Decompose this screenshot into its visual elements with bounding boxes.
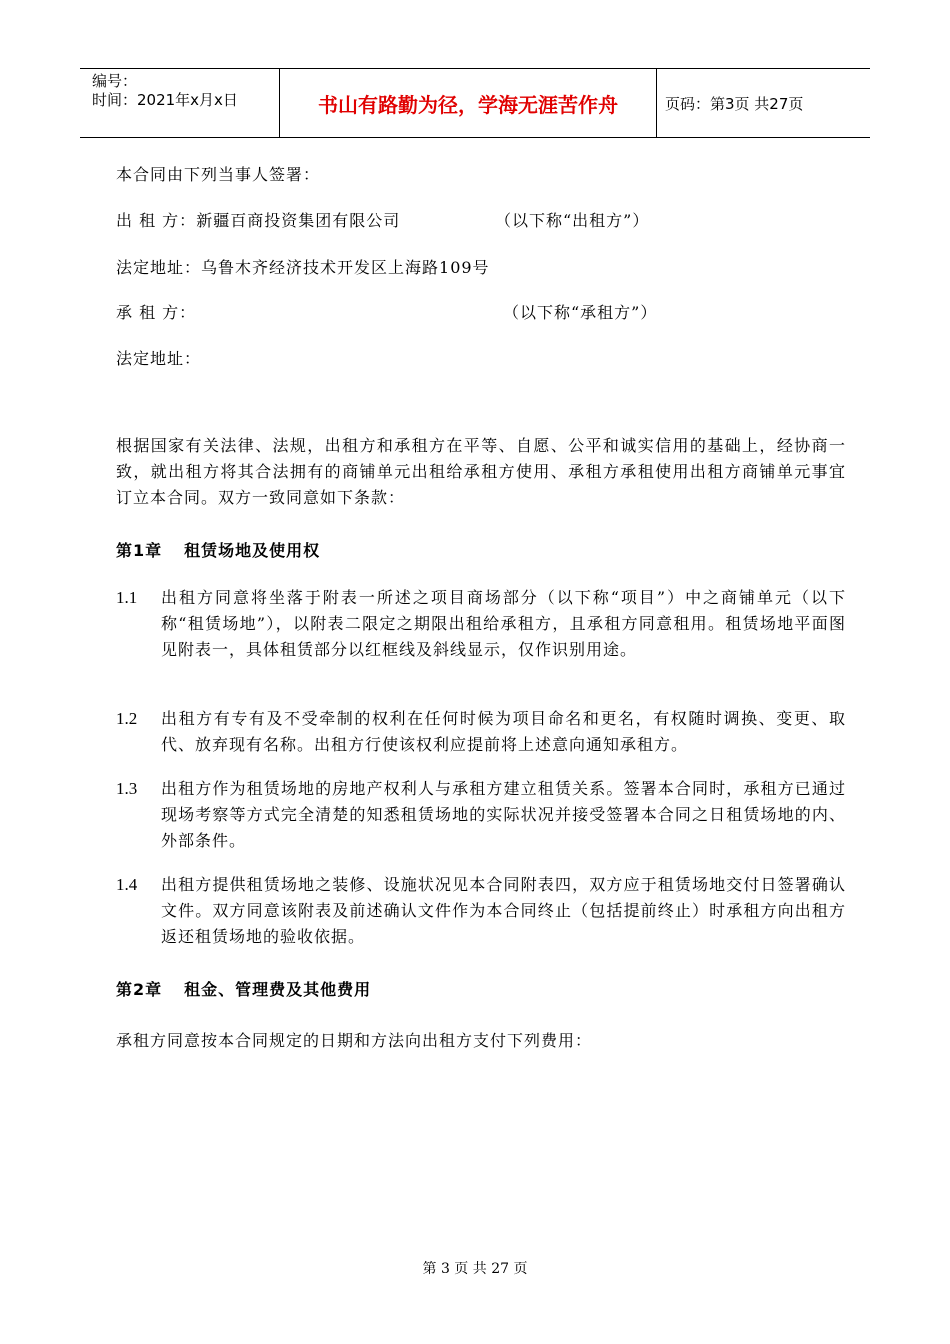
lessor-address-label: 法定地址： <box>116 258 202 277</box>
lessor-row <box>116 208 400 231</box>
clause-1-1 <box>116 585 846 663</box>
header-meta <box>80 69 280 137</box>
clause-1-4 <box>116 872 846 950</box>
clause-text: 出租方提供租赁场地之装修、设施状况见本合同附表四，双方应于租赁场地交付日签署确认文件。双方同意该附表及前述确认文件作为本合同终止（包括提前终止）时承租方向出租方返还租赁场地的验收依据。 <box>161 875 846 946</box>
clause-number: 1.2 <box>116 709 138 728</box>
lessor-address-row <box>116 255 490 278</box>
clause-text: 出租方有专有及不受牵制的权利在任何时候为项目命名和更名，有权随时调换、变更、取代、放弃现有名称。出租方行使该权利应提前将上述意向通知承租方。 <box>161 709 846 754</box>
page-footer: 第 3 页 共 27 页 <box>422 1261 528 1277</box>
clause-text: 出租方同意将坐落于附表一所述之项目商场部分（以下称“项目”）中之商铺单元（以下称“租赁场地”），以附表二限定之期限出租给承租方，且承租方同意租用。租赁场地平面图见附表一，具体租赁部分以红框线及斜线显示，仅作识别用途。 <box>161 588 846 659</box>
lessor-address: 乌鲁木齐经济技术开发区上海路109号 <box>201 258 490 277</box>
lessor-label: 出 租 方： <box>116 211 197 230</box>
clause-number: 1.1 <box>116 588 138 607</box>
lessee-address-label: 法定地址： <box>116 349 202 368</box>
document-number-label: 编号： <box>92 72 138 90</box>
chapter-1-heading <box>116 538 320 561</box>
chapter-2-intro: 承租方同意按本合同规定的日期和方法向出租方支付下列费用： <box>116 1031 593 1050</box>
lessor-alias: （以下称“出租方”） <box>495 211 650 230</box>
chapter-2-title: 租金、管理费及其他费用 <box>184 980 372 999</box>
lessee-label: 承 租 方： <box>116 303 197 322</box>
clause-number: 1.4 <box>116 875 138 894</box>
header-page-info: 页码：第3页 共27页 <box>665 94 804 113</box>
chapter-1-title: 租赁场地及使用权 <box>184 541 321 560</box>
clause-1-3 <box>116 776 846 854</box>
chapter-2-number: 第2章 <box>116 980 163 999</box>
lessee-alias: （以下称“承租方”） <box>503 303 658 322</box>
header-motto: 书山有路勤为径，学海无涯苦作舟 <box>280 69 657 137</box>
document-date-label: 时间：2021年x月x日 <box>92 91 238 109</box>
clause-1-2 <box>116 706 846 758</box>
chapter-2-heading <box>116 977 371 1000</box>
clause-number: 1.3 <box>116 779 138 798</box>
page-header <box>80 68 870 138</box>
signing-intro: 本合同由下列当事人签署： <box>116 165 321 184</box>
chapter-1-number: 第1章 <box>116 541 163 560</box>
clause-text: 出租方作为租赁场地的房地产权利人与承租方建立租赁关系。签署本合同时，承租方已通过现场考察等方式完全清楚的知悉租赁场地的实际状况并接受签署本合同之日租赁场地的内、外部条件。 <box>161 779 846 850</box>
preamble-paragraph: 根据国家有关法律、法规，出租方和承租方在平等、自愿、公平和诚实信用的基础上，经协商一致，就出租方将其合法拥有的商铺单元出租给承租方使用、承租方承租使用出租方商铺单元事宜订立本合同。双方一致同意如下条款： <box>116 436 846 507</box>
lessor-name: 新疆百商投资集团有限公司 <box>196 211 401 230</box>
